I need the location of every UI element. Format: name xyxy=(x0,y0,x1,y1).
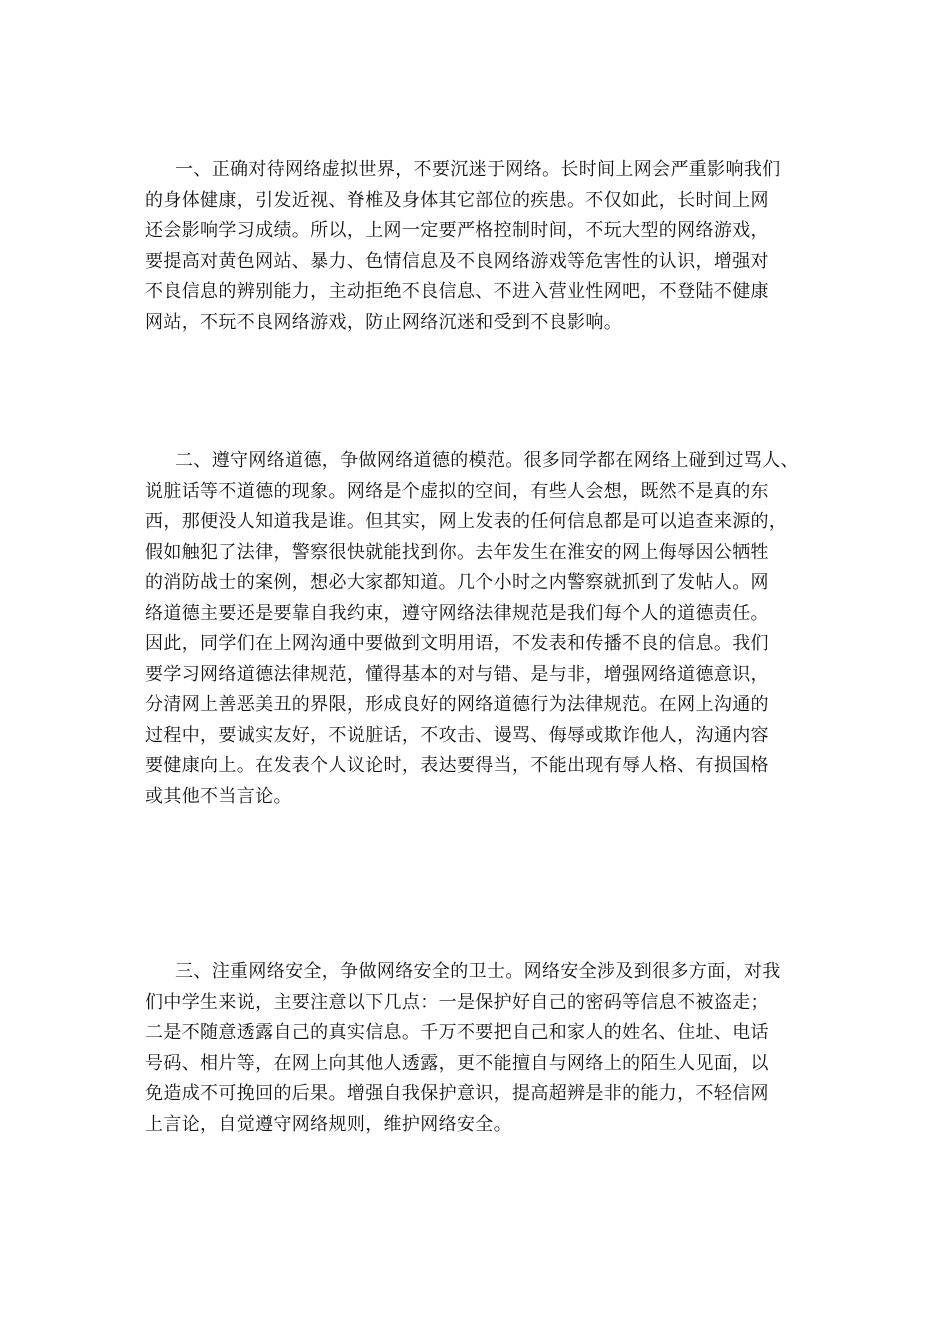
paragraph-line: 的身体健康，引发近视、脊椎及身体其它部位的疾患。不仅如此，长时间上网 xyxy=(145,189,769,211)
paragraph-line: 号码、相片等，在网上向其他人透露，更不能擅自与网络上的陌生人见面，以 xyxy=(145,1052,769,1074)
paragraph-line: 还会影响学习成绩。所以，上网一定要严格控制时间，不玩大型的网络游戏， xyxy=(145,220,769,241)
paragraph-line: 说脏话等不道德的现象。网络是个虚拟的空间，有些人会想，既然不是真的东 xyxy=(145,480,769,502)
paragraph-line: 的消防战士的案例，想必大家都知道。几个小时之内警察就抓到了发帖人。网 xyxy=(145,572,769,593)
paragraph-2 xyxy=(145,446,815,812)
paragraph-line: 们中学生来说，主要注意以下几点：一是保护好自己的密码等信息不被盗走； xyxy=(145,991,769,1013)
paragraph-line: 西，那便没人知道我是谁。但其实，网上发表的任何信息都是可以追查来源的， xyxy=(145,511,788,532)
paragraph-line: 二是不随意透露自己的真实信息。千万不要把自己和家人的姓名、住址、电话 xyxy=(145,1022,769,1043)
paragraph-line: 一、正确对待网络虚拟世界，不要沉迷于网络。长时间上网会严重影响我们 xyxy=(175,159,781,180)
paragraph-1 xyxy=(145,155,815,338)
paragraph-line: 要健康向上。在发表个人议论时，表达要得当，不能出现有辱人格、有损国格 xyxy=(145,755,769,776)
paragraph-line: 要学习网络道德法律规范，懂得基本的对与错、是与非，增强网络道德意识， xyxy=(145,663,769,685)
paragraph-line: 不良信息的辨别能力，主动拒绝不良信息、不进入营业性网吧，不登陆不健康 xyxy=(145,281,769,302)
paragraph-line: 假如触犯了法律，警察很快就能找到你。去年发生在淮安的网上侮辱因公牺牲 xyxy=(145,541,769,563)
paragraph-line: 分清网上善恶美丑的界限，形成良好的网络道德行为法律规范。在网上沟通的 xyxy=(145,694,769,715)
paragraph-line: 或其他不当言论。 xyxy=(145,785,292,807)
paragraph-line: 二、遵守网络道德，争做网络道德的模范。很多同学都在网络上碰到过骂人、 xyxy=(175,450,799,471)
paragraph-line: 过程中，要诚实友好，不说脏话，不攻击、谩骂、侮辱或欺诈他人，沟通内容 xyxy=(145,724,769,746)
paragraph-line: 免造成不可挽回的后果。增强自我保护意识，提高超辨是非的能力，不轻信网 xyxy=(145,1083,769,1104)
paragraph-line: 因此，同学们在上网沟通中要做到文明用语，不发表和传播不良的信息。我们 xyxy=(145,633,769,654)
paragraph-line: 网站，不玩不良网络游戏，防止网络沉迷和受到不良影响。 xyxy=(145,311,623,333)
paragraph-line: 三、注重网络安全，争做网络安全的卫士。网络安全涉及到很多方面，对我 xyxy=(175,961,781,982)
paragraph-line: 上言论，自觉遵守网络规则，维护网络安全。 xyxy=(145,1113,512,1135)
paragraph-line: 络道德主要还是要靠自我约束，遵守网络法律规范是我们每个人的道德责任。 xyxy=(145,602,769,624)
paragraph-3 xyxy=(145,957,815,1140)
paragraph-line: 要提高对黄色网站、暴力、色情信息及不良网络游戏等危害性的认识，增强对 xyxy=(145,250,769,272)
